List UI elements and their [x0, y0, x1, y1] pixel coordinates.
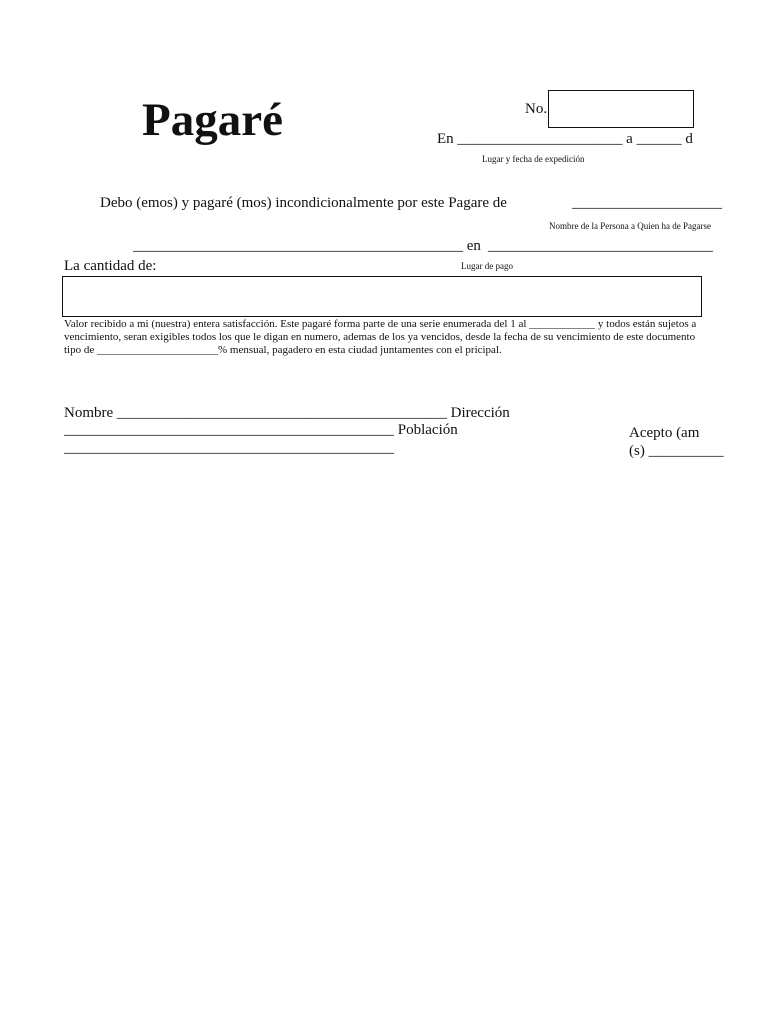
promise-text: Debo (emos) y pagaré (mos) incondicionalmente por este Pagare de [100, 195, 507, 211]
blank-line[interactable]: ____________________________________________ [64, 440, 394, 456]
name-line[interactable]: Nombre ____________________________________________ Dirección [64, 405, 510, 421]
amount-field[interactable] [62, 276, 702, 317]
address-line[interactable]: ____________________________________________ Población [64, 422, 458, 438]
number-field[interactable] [548, 90, 694, 128]
payment-line-left[interactable]: ____________________________________________ en [133, 238, 481, 254]
payee-line[interactable]: ____________________ [572, 195, 722, 211]
place-date-line: En ______________________ a ______ d [437, 131, 693, 147]
amount-label: La cantidad de: [64, 258, 157, 274]
document-title: Pagaré [142, 94, 283, 146]
place-date-caption: Lugar y fecha de expedición [482, 154, 585, 164]
terms-line-3: tipo de ______________________% mensual, pagadero en esta ciudad juntamentes con el pricipal. [64, 344, 502, 356]
payment-place-caption: Lugar de pago [461, 261, 513, 271]
payment-line-right[interactable]: ______________________________ [488, 238, 713, 254]
terms-line-1: Valor recibido a mi (nuestra) entera satisfacción. Este pagaré forma parte de una serie enumerada del 1 al ____________ y todos están sujetos a [64, 318, 697, 330]
number-label: No. [525, 101, 548, 117]
payee-caption: Nombre de la Persona a Quien ha de Pagarse [549, 221, 711, 231]
accept-label: Acepto (am [629, 425, 700, 441]
accept-line[interactable]: (s) __________ [629, 443, 724, 459]
terms-line-2: vencimiento, seran exigibles todos los que le digan en numero, ademas de los ya vencidos, desde la fecha de su vencimiento de este documento [64, 331, 696, 343]
